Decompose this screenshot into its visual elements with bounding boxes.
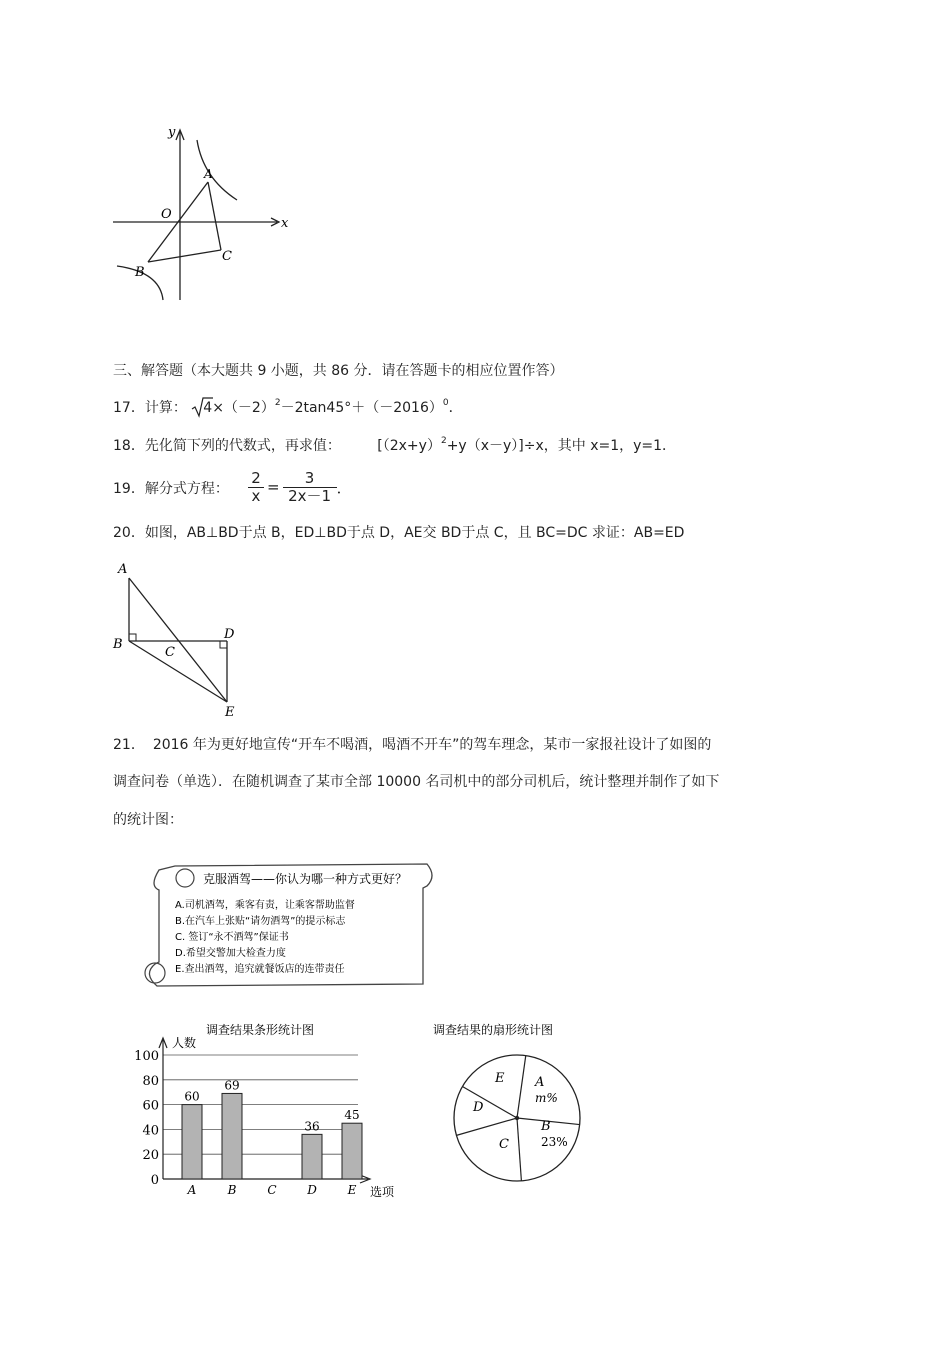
label-c: C (222, 249, 232, 264)
right-angle-b (129, 634, 136, 641)
question-20-number: 20． (113, 525, 145, 541)
x-tick-label-d: D (307, 1183, 317, 1197)
survey-option-e: E.查出酒驾，追究就餐饭店的连带责任 (175, 964, 345, 975)
sqrt-radicand: 4 (203, 400, 213, 416)
left-numerator: 2 (251, 468, 261, 487)
question-17-exponent-1: 2 (274, 398, 281, 408)
pie-chart (425, 1020, 600, 1185)
question-21-text-1: 2016 年为更好地宣传“开车不喝酒，喝酒不开车”的驾车理念，某市一家报社设计了如图的 (152, 737, 712, 753)
sqrt-sign-icon (191, 396, 213, 418)
slice-label-e: E (495, 1071, 505, 1086)
coordinate-figure (105, 120, 305, 305)
question-17-end: ． (448, 400, 463, 416)
question-17 (113, 399, 463, 419)
y-tick-label: 0 (150, 1173, 159, 1188)
data-label-a: 60 (184, 1089, 200, 1104)
slice-percent-a: m% (535, 1091, 558, 1105)
question-20-text: 如图，AB⊥BD于点 B，ED⊥BD于点 D，AE交 BD于点 C，且 BC=DC 求证：AB=ED (144, 525, 685, 541)
bar-d (302, 1134, 322, 1179)
fraction-equation (248, 469, 352, 505)
question-17-exponent-2: 0 (442, 398, 449, 408)
bar-chart-ylabel: 人数 (172, 1036, 197, 1050)
bar-chart-title: 调查结果条形统计图 (206, 1023, 315, 1037)
question-17-number: 17． (113, 400, 145, 416)
label-c: C (165, 645, 175, 660)
slice-label-c: C (499, 1137, 509, 1152)
data-label-e: 45 (344, 1108, 360, 1123)
bar-chart (120, 1018, 420, 1203)
question-19-text: 解分式方程： (144, 481, 229, 497)
slice-percent-b: 23% (541, 1135, 568, 1149)
label-b: B (113, 637, 123, 652)
right-angle-d (220, 641, 227, 648)
x-tick-label-e: E (347, 1183, 357, 1197)
bar-b (222, 1093, 242, 1179)
segment-bc (148, 250, 221, 262)
question-17-mid2: －2tan45°＋（－2016） (280, 400, 443, 416)
question-18-exponent: 2 (440, 436, 447, 446)
y-tick-label: 40 (142, 1123, 159, 1139)
segment-ac (208, 182, 221, 250)
x-tick-label-a: A (187, 1183, 197, 1197)
survey-option-b: B.在汽车上张贴“请勿酒驾”的提示标志 (175, 916, 346, 927)
left-fraction (248, 470, 264, 505)
pie-chart-title: 调查结果的扇形统计图 (433, 1023, 554, 1037)
y-tick-label: 20 (142, 1148, 159, 1164)
question-21-line-2: 调查问卷（单选）．在随机调查了某市全部 10000 名司机中的部分司机后，统计整理并制作了如下 (113, 774, 720, 790)
segment-ae (129, 578, 227, 702)
survey-option-a: A.司机酒驾，乘客有责，让乘客帮助监督 (175, 900, 355, 911)
question-21-line-1 (113, 736, 711, 754)
segment-be (129, 641, 227, 702)
survey-option-d: D.希望交警加大检查力度 (175, 948, 286, 959)
y-tick-label: 60 (142, 1098, 159, 1114)
bar-chart-xlabel: 选项 (370, 1185, 395, 1199)
data-label-d: 36 (304, 1119, 320, 1134)
survey-title: 克服酒驾——你认为哪一种方式更好？ (203, 872, 408, 886)
question-18-number: 18． (113, 438, 145, 454)
x-tick-label-b: B (227, 1183, 237, 1197)
survey-option-c: C. 签订“永不酒驾”保证书 (175, 932, 289, 943)
triangle-figure (108, 556, 248, 721)
sqrt-symbol (191, 399, 212, 417)
question-21-number: 21． (113, 737, 145, 753)
question-17-mid: ×（－2） (212, 400, 275, 416)
question-18 (113, 437, 676, 457)
survey-scroll (135, 858, 440, 993)
equals-sign: = (267, 478, 280, 496)
pie-center-dot (515, 1116, 519, 1120)
question-19-end: ． (336, 478, 352, 497)
label-y: y (168, 125, 176, 140)
question-17-prefix: 计算： (144, 400, 187, 416)
question-18-expr-b: +y（x－y）]÷x，其中 x=1，y=1． (446, 438, 677, 454)
right-numerator: 3 (304, 468, 315, 487)
right-denominator: 2x－1 (288, 486, 332, 505)
hyperbola-upper-branch (197, 140, 237, 200)
label-b: B (135, 265, 145, 280)
right-fraction (283, 470, 337, 505)
label-x: x (281, 216, 289, 231)
question-21-line-3: 的统计图： (113, 812, 183, 828)
slice-label-d: D (473, 1100, 484, 1115)
question-19-number: 19． (113, 481, 145, 497)
x-tick-label-c: C (267, 1183, 277, 1197)
question-18-text: 先化简下列的代数式，再求值： (144, 438, 341, 454)
label-d: D (224, 627, 235, 642)
question-19 (113, 479, 229, 511)
question-18-expr-a: [（2x+y） (377, 438, 441, 454)
label-o: O (161, 207, 172, 222)
bar-a (182, 1105, 202, 1179)
label-e: E (225, 705, 235, 720)
slice-label-b: B (541, 1119, 551, 1134)
bar-e (342, 1123, 362, 1179)
question-20 (113, 524, 684, 542)
y-tick-label: 80 (142, 1073, 159, 1089)
label-a: A (204, 167, 213, 181)
section-heading: 三、解答题（本大题共 9 小题，共 86 分．请在答题卡的相应位置作答） (113, 363, 564, 379)
label-a: A (118, 562, 128, 577)
data-label-b: 69 (224, 1078, 240, 1093)
slice-label-a: A (535, 1075, 545, 1090)
left-denominator: x (251, 486, 261, 505)
y-tick-label: 100 (134, 1049, 159, 1064)
